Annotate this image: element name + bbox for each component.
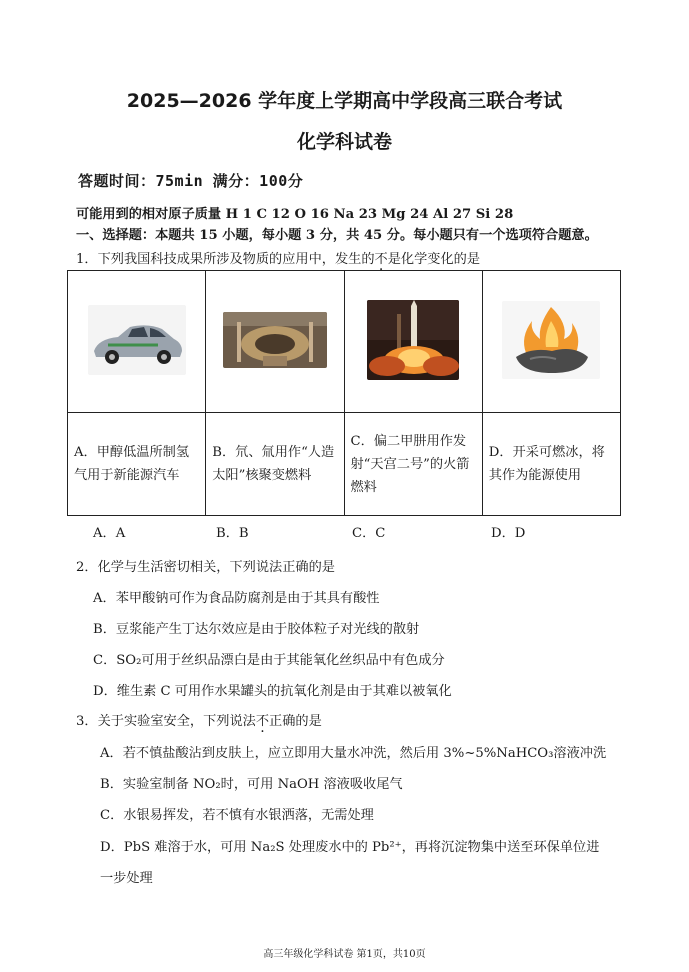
- question-3-option-d[interactable]: D．PbS 难溶于水，可用 Na₂S 处理废水中的 Pb²⁺，再将沉淀物集中送至环保单位进: [100, 840, 600, 855]
- rocket-launch-image: [367, 300, 459, 380]
- question-1-option-b[interactable]: B．B: [216, 526, 249, 541]
- page-footer: 高三年级化学科试卷 第1页，共10页: [263, 949, 426, 960]
- emphasis-dot-text: 不: [255, 714, 270, 729]
- question-1-option-a[interactable]: A．A: [93, 526, 126, 541]
- burning-ice-image: [502, 301, 600, 379]
- exam-info: 答题时间：75min 满分：100分: [78, 172, 304, 190]
- option-cell-c: C．偏二甲肼用作发射“天宫二号”的火箭燃料: [344, 413, 482, 516]
- option-cell-d: D．开采可燃冰，将其作为能源使用: [482, 413, 620, 516]
- question-3-stem: 3．关于实验室安全，下列说法不正确的是: [76, 714, 322, 729]
- table-cell-image-b: [206, 271, 344, 413]
- question-1-option-c[interactable]: C．C: [352, 526, 386, 541]
- question-1-table: [67, 270, 621, 516]
- emphasis-dot-text: 不: [374, 252, 388, 267]
- question-2-option-a[interactable]: A．苯甲酸钠可作为食品防腐剂是由于其具有酸性: [93, 591, 380, 606]
- table-cell-image-d: [482, 271, 620, 413]
- car-image: [88, 305, 186, 375]
- table-cell-image-a: [68, 271, 206, 413]
- exam-title: 2025—2026 学年度上学期高中学段高三联合考试: [126, 90, 563, 112]
- question-3-option-c[interactable]: C．水银易挥发，若不慎有水银洒落，无需处理: [100, 808, 374, 823]
- question-2-option-b[interactable]: B．豆浆能产生丁达尔效应是由于胶体粒子对光线的散射: [93, 622, 420, 637]
- question-3-option-a[interactable]: A．若不慎盐酸沾到皮肤上，应立即用大量水冲洗，然后用 3%~5%NaHCO₃溶液冲洗: [100, 746, 607, 761]
- atomic-masses: 可能用到的相对原子质量 H 1 C 12 O 16 Na 23 Mg 24 Al 27 Si 28: [76, 207, 514, 222]
- question-2-stem: 2．化学与生活密切相关，下列说法正确的是: [76, 560, 335, 575]
- question-3-option-b[interactable]: B．实验室制备 NO₂时，可用 NaOH 溶液吸收尾气: [100, 777, 403, 792]
- question-3-option-d-continued: 一步处理: [100, 871, 153, 886]
- question-1-option-d[interactable]: D．D: [491, 526, 526, 541]
- exam-subtitle: 化学科试卷: [296, 131, 392, 153]
- fusion-reactor-image: [223, 312, 327, 368]
- section-heading: 一、选择题：本题共 15 小题，每小题 3 分，共 45 分。每小题只有一个选项符合题意。: [76, 228, 598, 243]
- question-2-option-d[interactable]: D．维生素 C 可用作水果罐头的抗氧化剂是由于其难以被氧化: [93, 684, 452, 699]
- option-cell-b: B．氘、氚用作“人造太阳”核聚变燃料: [206, 413, 344, 516]
- table-cell-image-c: [344, 271, 482, 413]
- question-1-stem: 1．下列我国科技成果所涉及物质的应用中，发生的不是化学变化的是: [76, 252, 481, 267]
- option-cell-a: A．甲醇低温所制氢气用于新能源汽车: [68, 413, 206, 516]
- question-2-option-c[interactable]: C．SO₂可用于丝织品漂白是由于其能氧化丝织品中有色成分: [93, 653, 445, 668]
